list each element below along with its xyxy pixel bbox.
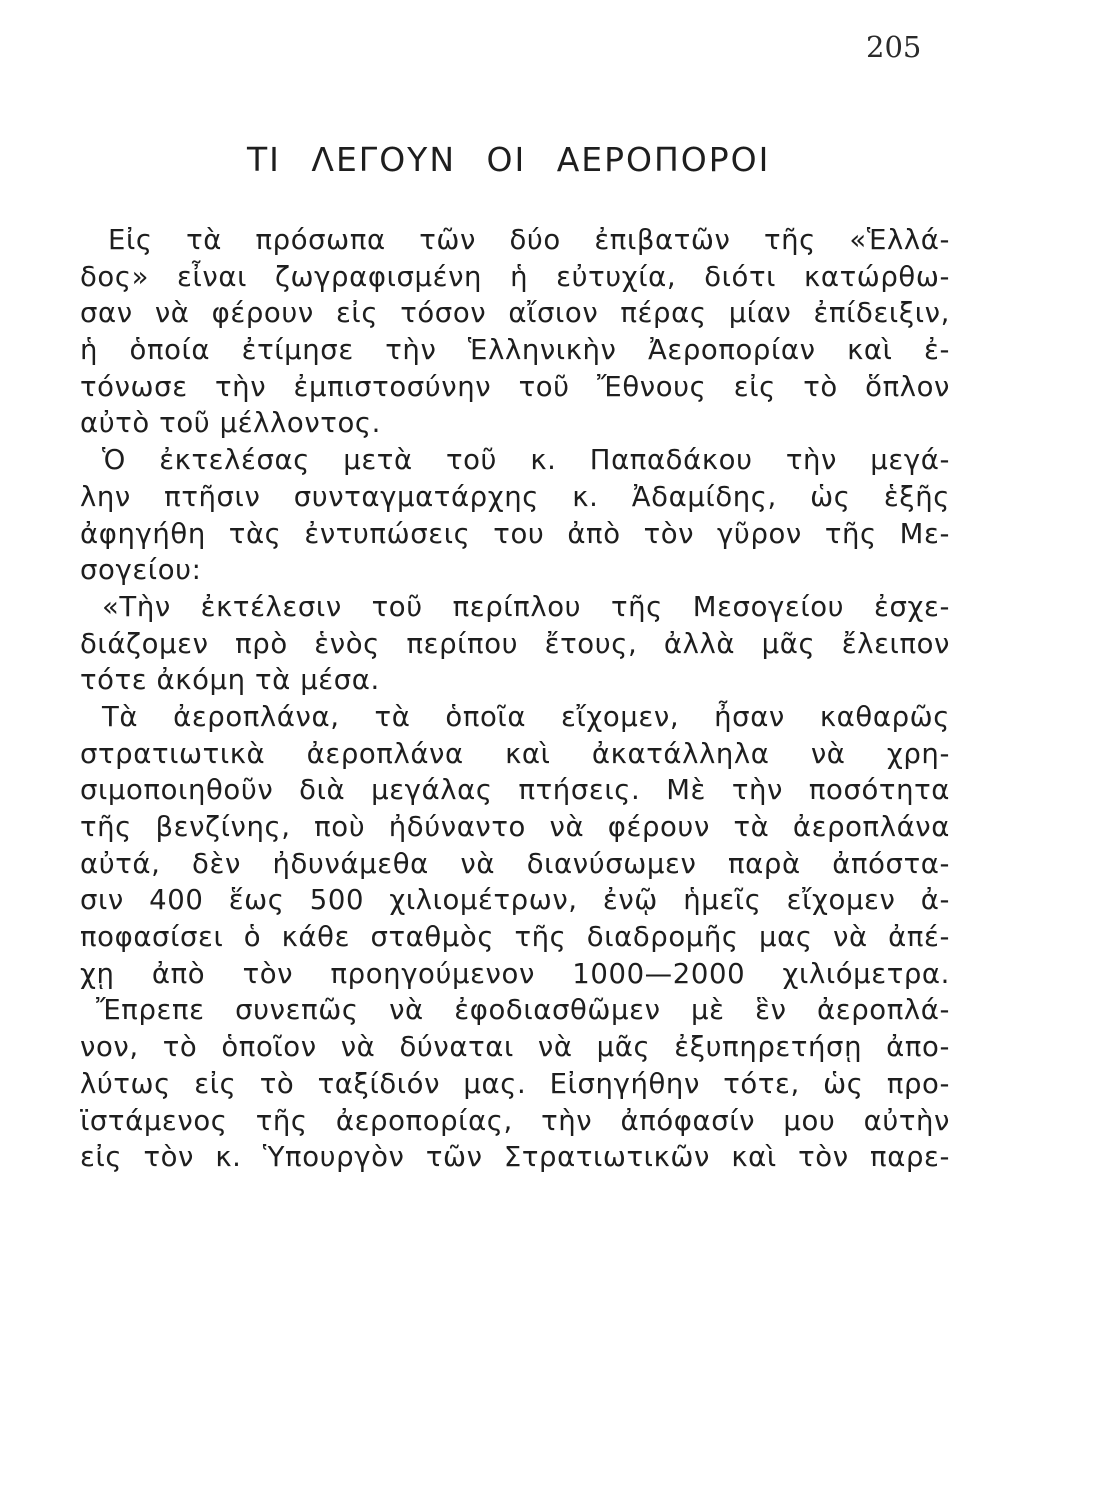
text-line: Τὰ ἀεροπλάνα, τὰ ὁποῖα εἴχομεν, ἦσαν καθαρῶς [102,700,950,733]
text-line: Ὁ ἐκτελέσας μετὰ τοῦ κ. Παπαδάκου τὴν μεγά- [102,444,950,477]
text-line: δος» εἶναι ζωγραφισμένη ἡ εὐτυχία, διότι κατώρθω- [80,260,950,293]
paragraph-1 [80,222,950,442]
text-line: ϊστάμενος τῆς ἀεροπορίας, τὴν ἀπόφασίν μου αὐτὴν [80,1104,950,1137]
text-line: ποφασίσει ὁ κάθε σταθμὸς τῆς διαδρομῆς μας νὰ ἀπέ- [80,921,950,954]
page-number: 205 [866,30,922,64]
text-line: «Τὴν ἐκτέλεσιν τοῦ περίπλου τῆς Μεσογείου ἐσχε- [102,590,950,623]
paragraph-3 [80,589,950,699]
text-line: χῃ ἀπὸ τὸν προηγούμενον 1000—2000 χιλιόμετρα. [80,957,950,990]
text-line: σαν νὰ φέρουν εἰς τόσον αἴσιον πέρας μίαν ἐπίδειξιν, [80,297,950,330]
text-line: τόνωσε τὴν ἐμπιστοσύνην τοῦ Ἔθνους εἰς τὸ ὅπλον [80,370,950,403]
text-line: σιν 400 ἕως 500 χιλιομέτρων, ἐνῷ ἡμεῖς εἴχομεν ἀ- [80,884,950,917]
text-line: αὐτά, δὲν ἠδυνάμεθα νὰ διανύσωμεν παρὰ ἀπόστα- [80,847,950,880]
text-line: τῆς βενζίνης, ποὺ ἠδύναντο νὰ φέρουν τὰ ἀεροπλάνα [80,811,950,843]
text-line: σογείου: [80,554,202,587]
text-line: εἰς τὸν κ. Ὑπουργὸν τῶν Στρατιωτικῶν καὶ τὸν παρε- [80,1141,950,1174]
text-line: διάζομεν πρὸ ἑνὸς περίπου ἔτους, ἀλλὰ μᾶς ἔλειπον [80,627,950,660]
text-line: λην πτῆσιν συνταγματάρχης κ. Ἀδαμίδης, ὡς ἑξῆς [80,480,950,513]
paragraph-4 [80,699,950,993]
text-line: νον, τὸ ὁποῖον νὰ δύναται νὰ μᾶς ἐξυπηρετήσῃ ἀπο- [80,1031,950,1064]
body-text [80,222,950,1176]
page-title: ΤΙ ΛΕΓΟΥΝ ΟΙ ΑΕΡΟΠΟΡΟΙ [247,140,771,179]
text-line: σιμοποιηθοῦν διὰ μεγάλας πτήσεις. Μὲ τὴν ποσότητα [80,774,950,807]
text-line: ἡ ὁποία ἐτίμησε τὴν Ἑλληνικὴν Ἀεροπορίαν καὶ ἐ- [80,334,950,367]
text-line: Εἰς τὰ πρόσωπα τῶν δύο ἐπιβατῶν τῆς «Ἑλλά- [108,224,950,256]
text-line: αὐτὸ τοῦ μέλλοντος. [80,407,381,440]
text-line: στρατιωτικὰ ἀεροπλάνα καὶ ἀκατάλληλα νὰ χρη- [80,737,950,770]
paragraph-5 [80,992,950,1175]
text-line: ἀφηγήθη τὰς ἐντυπώσεις του ἀπὸ τὸν γῦρον τῆς Με- [80,517,950,550]
paragraph-2 [80,442,950,589]
text-line: Ἔπρεπε συνεπῶς νὰ ἐφοδιασθῶμεν μὲ ἓν ἀεροπλά- [96,994,950,1027]
text-line: λύτως εἰς τὸ ταξίδιόν μας. Εἰσηγήθην τότε, ὡς προ- [80,1067,950,1100]
text-line: τότε ἀκόμη τὰ μέσα. [80,664,380,697]
